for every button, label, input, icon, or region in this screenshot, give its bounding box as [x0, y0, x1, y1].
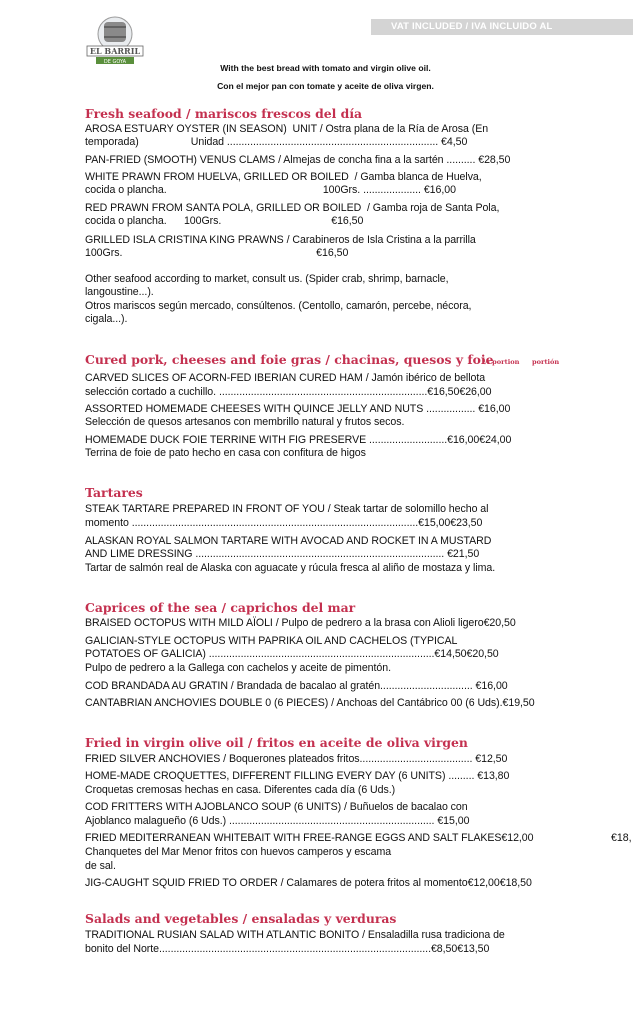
- menu-line: 100Grs. €16,50: [85, 247, 349, 259]
- menu-line: STEAK TARTARE PREPARED IN FRONT OF YOU / Steak tartar de solomillo hecho al: [85, 503, 489, 515]
- menu-line: GALICIAN-STYLE OCTOPUS WITH PAPRIKA OIL AND CACHELOS (TYPICAL: [85, 635, 458, 647]
- menu-line: TRADITIONAL RUSIAN SALAD WITH ATLANTIC BONITO / Ensaladilla rusa tradiciona de: [85, 929, 505, 941]
- svg-text:DE GOYA: DE GOYA: [103, 59, 127, 65]
- restaurant-logo: [84, 14, 146, 68]
- svg-text:EL BARRIL: EL BARRIL: [89, 46, 141, 56]
- menu-line: AND LIME DRESSING ...................................................................................... €21,50: [85, 548, 480, 560]
- portion-header: portión: [532, 358, 560, 366]
- menu-line: CANTABRIAN ANCHOVIES DOUBLE 0 (6 PIECES) / Anchoas del Cantábrico 00 (6 Uds).€19,50: [85, 697, 535, 709]
- menu-note: Other seafood according to market, consult us. (Spider crab, shrimp, barnacle,: [85, 273, 449, 285]
- menu-line: RED PRAWN FROM SANTA POLA, GRILLED OR BOILED / Gamba roja de Santa Pola,: [85, 202, 500, 214]
- intro-spanish: Con el mejor pan con tomate y aceite de oliva virgen.: [217, 81, 434, 91]
- menu-line: CARVED SLICES OF ACORN-FED IBERIAN CURED HAM / Jamón ibérico de bellota: [85, 372, 486, 384]
- menu-line: momento ...................................................................................................€15,00€23,50: [85, 517, 483, 529]
- menu-line: COD FRITTERS WITH AJOBLANCO SOUP (6 UNITS) / Buñuelos de bacalao con: [85, 801, 468, 813]
- menu-line: JIG-CAUGHT SQUID FRIED TO ORDER / Calamares de potera fritos al momento€12,00€18,50: [85, 877, 532, 889]
- menu-line: FRIED SILVER ANCHOVIES / Boquerones plateados fritos....................................... €12,50: [85, 753, 508, 765]
- menu-line: BRAISED OCTOPUS WITH MILD AÏOLI / Pulpo de pedrero a la brasa con Alioli ligero€20,50: [85, 617, 516, 629]
- section-title-fried: Fried in virgin olive oil / fritos en aceite de oliva virgen: [85, 735, 468, 750]
- menu-line: GRILLED ISLA CRISTINA KING PRAWNS / Carabineros de Isla Cristina a la parrilla: [85, 234, 476, 246]
- menu-line: POTATOES OF GALICIA) ..............................................................................€14,50€20,50: [85, 648, 499, 660]
- section-title-cured: Cured pork, cheeses and foie gras / chacinas, quesos y foie: [85, 352, 494, 367]
- menu-line: ASSORTED HOMEMADE CHEESES WITH QUINCE JELLY AND NUTS ................. €16,00: [85, 403, 511, 415]
- intro-english: With the best bread with tomato and virgin olive oil.: [220, 63, 431, 73]
- menu-line: PAN-FRIED (SMOOTH) VENUS CLAMS / Almejas de concha fina a la sartén .......... €28,50: [85, 154, 511, 166]
- menu-line: HOMEMADE DUCK FOIE TERRINE WITH FIG PRESERVE ...........................€16,00€24,00: [85, 434, 512, 446]
- menu-line: Selección de quesos artesanos con membrillo natural y frutos secos.: [85, 416, 405, 428]
- menu-line: selección cortado a cuchillo. ........................................................................€16,50€26,00: [85, 386, 492, 398]
- menu-line: HOME-MADE CROQUETTES, DIFFERENT FILLING EVERY DAY (6 UNITS) ......... €13,80: [85, 770, 510, 782]
- menu-note: langoustine...).: [85, 286, 154, 298]
- menu-line: WHITE PRAWN FROM HUELVA, GRILLED OR BOILED / Gamba blanca de Huelva,: [85, 171, 482, 183]
- menu-line: Terrina de foie de pato hecho en casa con confitura de higos: [85, 447, 366, 459]
- section-title-caprices: Caprices of the sea / caprichos del mar: [85, 600, 356, 615]
- section-title-seafood: Fresh seafood / mariscos frescos del día: [85, 106, 363, 121]
- menu-line: temporada) Unidad ......................................................................... €4,50: [85, 136, 468, 148]
- menu-line: Tartar de salmón real de Alaska con aguacate y rúcula fresca al aliño de mostaza y lima.: [85, 562, 496, 574]
- half-portion-header: ½ portion: [483, 358, 520, 366]
- overflow-price: €18,: [611, 832, 632, 844]
- section-title-salads: Salads and vegetables / ensaladas y verduras: [85, 911, 397, 926]
- section-title-tartares: Tartares: [85, 485, 143, 500]
- menu-line: AROSA ESTUARY OYSTER (IN SEASON) UNIT / Ostra plana de la Ría de Arosa (En: [85, 123, 489, 135]
- menu-line: Croquetas cremosas hechas en casa. Diferentes cada día (6 Uds.): [85, 784, 396, 796]
- vat-notice-bar: VAT INCLUDED / IVA INCLUIDO AL: [371, 19, 633, 35]
- menu-line: FRIED MEDITERRANEAN WHITEBAIT WITH FREE-RANGE EGGS AND SALT FLAKES€12,00: [85, 832, 534, 844]
- menu-note: cigala...).: [85, 313, 128, 325]
- menu-line: cocida o plancha. 100Grs. .................... €16,00: [85, 184, 456, 196]
- menu-line: Ajoblanco malagueño (6 Uds.) ....................................................................... €15,00: [85, 815, 470, 827]
- menu-line: ALASKAN ROYAL SALMON TARTARE WITH AVOCAD AND ROCKET IN A MUSTARD: [85, 535, 492, 547]
- menu-line: Chanquetes del Mar Menor fritos con huevos camperos y escama: [85, 846, 392, 858]
- menu-note: Otros mariscos según mercado, consúltenos. (Centollo, camarón, percebe, nécora,: [85, 300, 472, 312]
- menu-line: COD BRANDADA AU GRATIN / Brandada de bacalao al gratén................................ €16,00: [85, 680, 508, 692]
- menu-line: bonito del Norte..............................................................................................€8,50€13,50: [85, 943, 490, 955]
- menu-line: Pulpo de pedrero a la Gallega con cachelos y aceite de pimentón.: [85, 662, 391, 674]
- menu-line: de sal.: [85, 860, 116, 872]
- menu-line: cocida o plancha. 100Grs. €16,50: [85, 215, 364, 227]
